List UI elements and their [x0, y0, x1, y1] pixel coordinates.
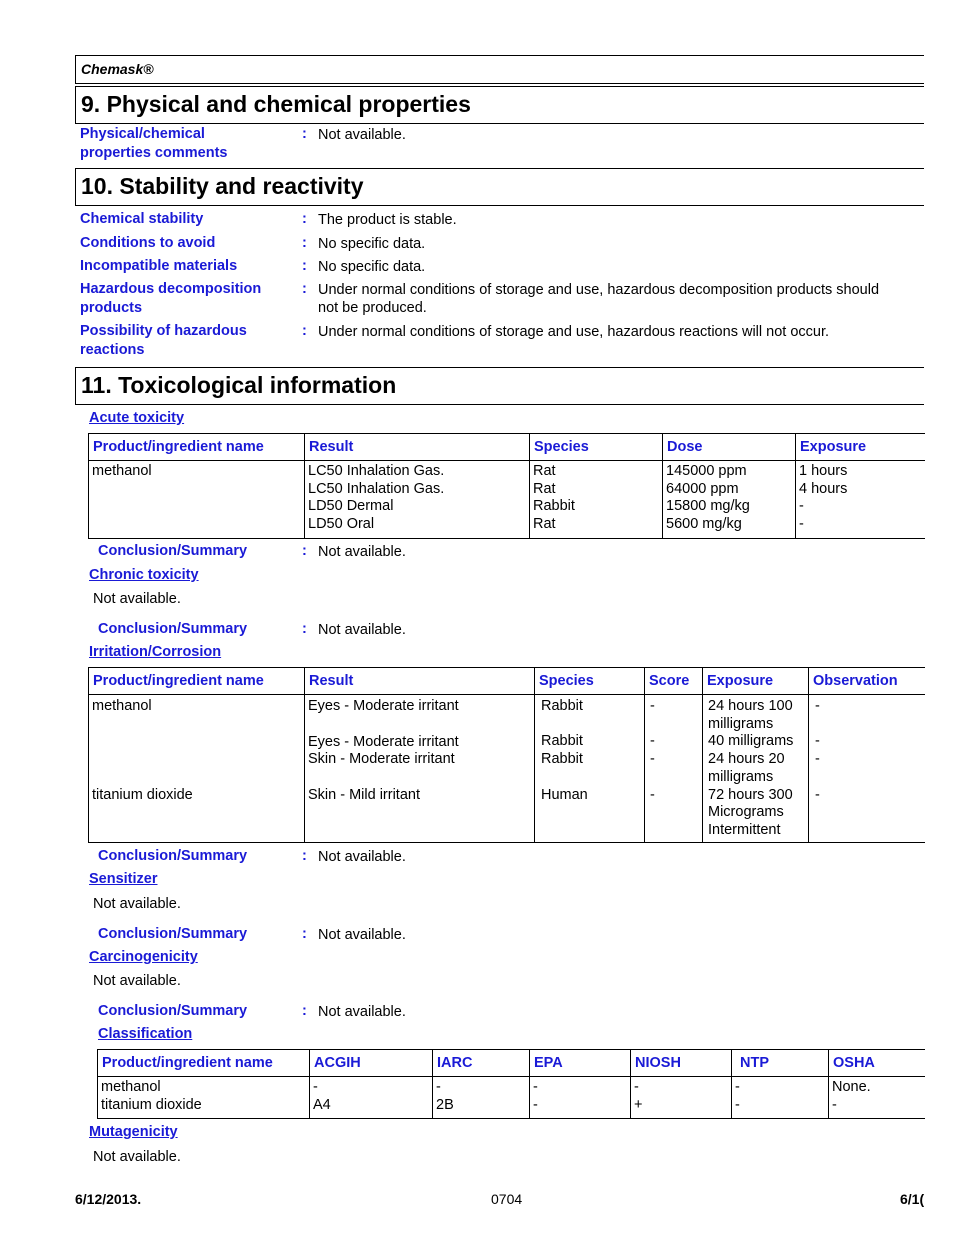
- incompatible-materials-value: No specific data.: [318, 259, 426, 275]
- product-header: [75, 55, 924, 84]
- sensitizer-conclusion-value: Not available.: [318, 927, 406, 943]
- acute-toxicity-link[interactable]: Acute toxicity: [89, 410, 185, 426]
- irritation-corrosion-link[interactable]: Irritation/Corrosion: [89, 644, 222, 660]
- table-cell: 145000 ppm 64000 ppm 15800 mg/kg 5600 mg/kg: [663, 461, 796, 539]
- table-cell: - -: [530, 1077, 631, 1119]
- physical-properties-comments-label: Physical/chemical properties comments: [80, 126, 228, 161]
- table-cell: - -: [732, 1077, 829, 1119]
- sensitizer-text: Not available.: [93, 896, 181, 912]
- carcinogenicity-text: Not available.: [93, 973, 181, 989]
- result-text: Eyes - Moderate irritant: [308, 698, 459, 714]
- table-cell: - - - -: [645, 695, 703, 843]
- colon: :: [302, 281, 307, 297]
- section-10-title: 10. Stability and reactivity: [81, 173, 364, 199]
- conditions-to-avoid-value: No specific data.: [318, 236, 426, 252]
- section-10-heading: [75, 168, 924, 206]
- chemical-stability-label: Chemical stability: [80, 211, 204, 227]
- footer-date: 6/12/2013.: [75, 1191, 142, 1207]
- table-cell: 1 hours 4 hours - -: [796, 461, 925, 539]
- column-header: NTP: [732, 1050, 829, 1077]
- carcinogenicity-link[interactable]: Carcinogenicity: [89, 949, 198, 965]
- acute-conclusion-value: Not available.: [318, 544, 406, 560]
- table-cell: 24 hours 100 milligrams 40 milligrams 24 hours 20 milligrams 72 hours 300 Micrograms Intermittent: [703, 695, 809, 843]
- colon: :: [302, 926, 307, 942]
- ingredient-name: titanium dioxide: [92, 786, 193, 803]
- footer-page-number: 6/1(: [900, 1191, 924, 1207]
- mutagenicity-link[interactable]: Mutagenicity: [89, 1124, 178, 1140]
- acute-toxicity-table: [88, 433, 925, 539]
- section-9-heading: [75, 86, 924, 124]
- table-cell: methanol: [89, 461, 305, 539]
- footer-code: 0704: [491, 1191, 523, 1207]
- possibility-hazardous-reactions-label: Possibility of hazardous reactions: [80, 323, 247, 358]
- colon: :: [302, 126, 307, 142]
- column-header: NIOSH: [631, 1050, 732, 1077]
- table-cell: - 2B: [433, 1077, 530, 1119]
- incompatible-materials-label: Incompatible materials: [80, 258, 238, 274]
- colon: :: [302, 848, 307, 864]
- classification-link[interactable]: Classification: [98, 1026, 193, 1042]
- carcinogenicity-conclusion-value: Not available.: [318, 1004, 406, 1020]
- chronic-toxicity-text: Not available.: [93, 591, 181, 607]
- table-cell: Rabbit Rabbit Rabbit Human: [535, 695, 645, 843]
- sensitizer-link[interactable]: Sensitizer: [89, 871, 158, 887]
- chronic-toxicity-link[interactable]: Chronic toxicity: [89, 567, 199, 583]
- section-11-heading: [75, 367, 924, 405]
- column-header: Species: [535, 668, 645, 695]
- column-header: Score: [645, 668, 703, 695]
- column-header: Product/ingredient name: [89, 668, 305, 695]
- column-header: Result: [305, 668, 535, 695]
- column-header: Exposure: [796, 434, 925, 461]
- classification-table: [97, 1049, 925, 1119]
- table-cell: - +: [631, 1077, 732, 1119]
- column-header: ACGIH: [310, 1050, 433, 1077]
- colon: :: [302, 258, 307, 274]
- table-cell: LC50 Inhalation Gas. LC50 Inhalation Gas. LD50 Dermal LD50 Oral: [305, 461, 530, 539]
- column-header: Observation: [809, 668, 925, 695]
- column-header: Product/ingredient name: [89, 434, 305, 461]
- irritation-conclusion-label: Conclusion/Summary: [98, 848, 248, 864]
- column-header: Species: [530, 434, 663, 461]
- column-header: Exposure: [703, 668, 809, 695]
- column-header: Dose: [663, 434, 796, 461]
- ingredient-name: methanol: [92, 698, 152, 714]
- column-header: Product/ingredient name: [98, 1050, 310, 1077]
- column-header: Result: [305, 434, 530, 461]
- possibility-hazardous-reactions-value: Under normal conditions of storage and use, hazardous reactions will not occur.: [318, 324, 830, 340]
- section-11-title: 11. Toxicological information: [81, 372, 397, 398]
- column-header: IARC: [433, 1050, 530, 1077]
- carcinogenicity-conclusion-label: Conclusion/Summary: [98, 1003, 248, 1019]
- chronic-conclusion-value: Not available.: [318, 622, 406, 638]
- section-9-title: 9. Physical and chemical properties: [81, 91, 471, 117]
- colon: :: [302, 543, 307, 559]
- hazardous-decomposition-value: Under normal conditions of storage and use, hazardous decomposition products should not be produced.: [318, 282, 880, 316]
- result-text: Skin - Mild irritant: [308, 787, 420, 804]
- table-cell: [89, 695, 305, 843]
- irritation-conclusion-value: Not available.: [318, 849, 406, 865]
- result-text: Skin - Moderate irritant: [308, 751, 455, 768]
- table-cell: [305, 695, 535, 843]
- irritation-table: [88, 667, 925, 843]
- result-text: Eyes - Moderate irritant: [308, 733, 459, 750]
- product-name: Chemask®: [81, 61, 154, 77]
- colon: :: [302, 621, 307, 637]
- chemical-stability-value: The product is stable.: [318, 212, 457, 228]
- column-header: OSHA: [829, 1050, 925, 1077]
- column-header: EPA: [530, 1050, 631, 1077]
- table-cell: methanol titanium dioxide: [98, 1077, 310, 1119]
- hazardous-decomposition-label: Hazardous decomposition products: [80, 281, 262, 316]
- colon: :: [302, 211, 307, 227]
- table-cell: - - - -: [809, 695, 925, 843]
- table-cell: None. -: [829, 1077, 925, 1119]
- mutagenicity-text: Not available.: [93, 1149, 181, 1165]
- colon: :: [302, 1003, 307, 1019]
- physical-properties-comments-value: Not available.: [318, 127, 406, 143]
- table-cell: - A4: [310, 1077, 433, 1119]
- chronic-conclusion-label: Conclusion/Summary: [98, 621, 248, 637]
- colon: :: [302, 235, 307, 251]
- colon: :: [302, 323, 307, 339]
- table-cell: Rat Rat Rabbit Rat: [530, 461, 663, 539]
- acute-conclusion-label: Conclusion/Summary: [98, 543, 248, 559]
- conditions-to-avoid-label: Conditions to avoid: [80, 235, 216, 251]
- sensitizer-conclusion-label: Conclusion/Summary: [98, 926, 248, 942]
